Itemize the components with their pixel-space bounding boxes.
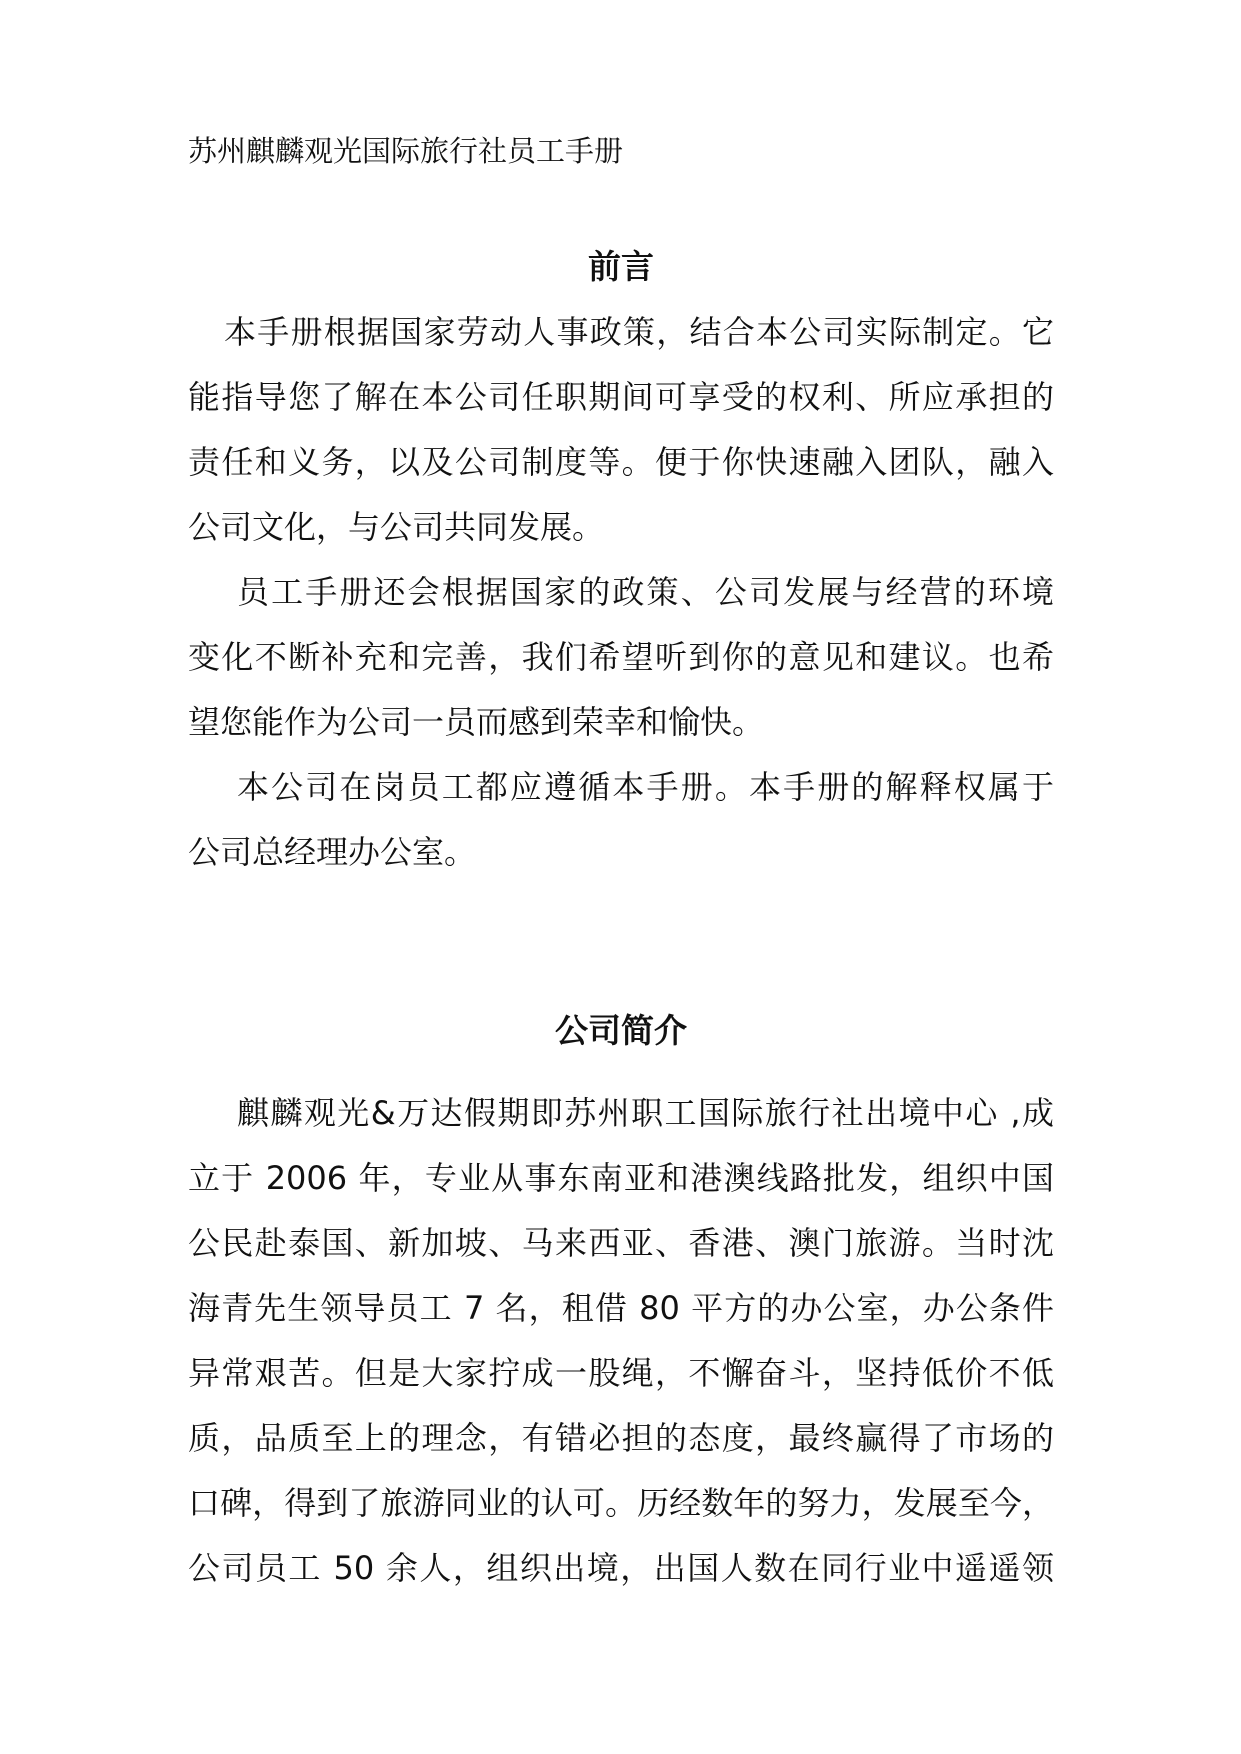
paragraph-line: 麒麟观光&万达假期即苏州职工国际旅行社出境中心 ,成 xyxy=(237,1094,1054,1132)
section-company-profile-body xyxy=(188,1081,1054,1601)
paragraph-line: 能指导您了解在本公司任职期间可享受的权利、所应承担的 xyxy=(188,378,1054,416)
paragraph-line: 公司员工 50 余人，组织出境，出国人数在同行业中遥遥领 xyxy=(188,1549,1054,1587)
paragraph-line: 责任和义务，以及公司制度等。便于你快速融入团队，融入 xyxy=(188,443,1054,481)
paragraph-line: 公司总经理办公室。 xyxy=(188,833,477,871)
paragraph-line: 员工手册还会根据国家的政策、公司发展与经营的环境 xyxy=(237,573,1054,611)
paragraph-line: 公民赴泰国、新加坡、马来西亚、香港、澳门旅游。当时沈 xyxy=(188,1224,1054,1262)
document-header: 苏州麒麟观光国际旅行社员工手册 xyxy=(188,134,624,168)
paragraph xyxy=(188,755,1054,885)
paragraph-line: 公司文化，与公司共同发展。 xyxy=(188,508,605,546)
paragraph-line: 本公司在岗员工都应遵循本手册。本手册的解释权属于 xyxy=(237,768,1054,806)
section-title-company-profile: 公司简介 xyxy=(555,1011,687,1050)
paragraph xyxy=(188,1081,1054,1601)
paragraph-line: 立于 2006 年，专业从事东南亚和港澳线路批发，组织中国 xyxy=(188,1159,1054,1197)
paragraph xyxy=(188,560,1054,755)
paragraph-line: 变化不断补充和完善，我们希望听到你的意见和建议。也希 xyxy=(188,638,1054,676)
section-title-foreword: 前言 xyxy=(588,247,654,286)
paragraph xyxy=(188,300,1054,560)
paragraph-line: 本手册根据国家劳动人事政策，结合本公司实际制定。它 xyxy=(224,313,1054,351)
paragraph-line: 海青先生领导员工 7 名，租借 80 平方的办公室，办公条件 xyxy=(188,1289,1054,1327)
paragraph-line: 异常艰苦。但是大家拧成一股绳，不懈奋斗，坚持低价不低 xyxy=(188,1354,1054,1392)
paragraph-line: 口碑，得到了旅游同业的认可。历经数年的努力，发展至今， xyxy=(188,1484,1054,1522)
section-foreword-body xyxy=(188,300,1054,885)
paragraph-line: 望您能作为公司一员而感到荣幸和愉快。 xyxy=(188,703,765,741)
paragraph-line: 质，品质至上的理念，有错必担的态度，最终赢得了市场的 xyxy=(188,1419,1054,1457)
